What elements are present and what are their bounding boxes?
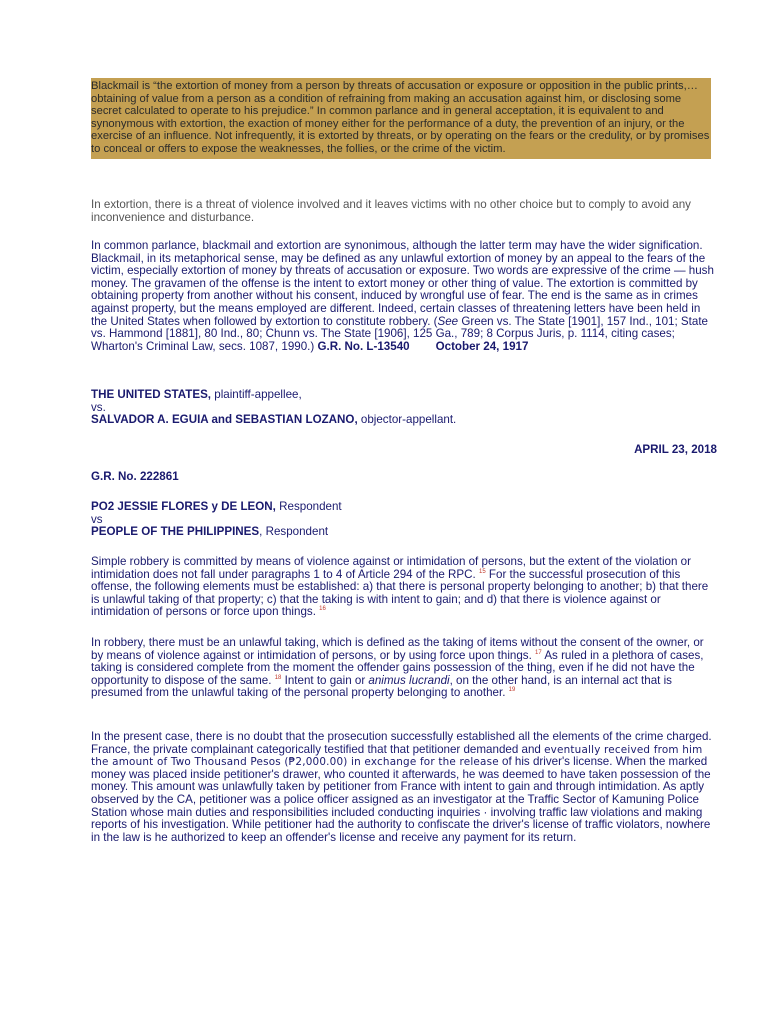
party-people: PEOPLE OF THE PHILIPPINES xyxy=(91,525,260,539)
present-text-amount: eventually received from him the amount of Two Thousand Pesos (₱2,000.00) in exchange for the release xyxy=(91,743,703,769)
taking-text-1: In robbery, there must be an unlawful taking, which is defined as the taking of items without the consent of the owner, or by means of violence against or intimidation of persons, or by using force upon things. xyxy=(91,636,704,662)
robbery-text-1: Simple robbery is committed by means of violence against or intimidation of persons, but the extent of the violation or intimidation does not fall under paragraphs 1 to 4 of Article 294 of the RPC. xyxy=(91,555,691,581)
case-caption-us-vs-eguia xyxy=(91,389,717,427)
taking-text-2: As ruled in a plethora of cases, taking is considered complete from the moment the offender gains possession of the thing, even if he did not have the opportunity to dispose of the same. xyxy=(91,648,704,687)
plaintiff-role: plaintiff-appellee, xyxy=(211,388,302,401)
footnote-15[interactable]: 15 xyxy=(479,568,486,575)
see-signal: See xyxy=(437,314,459,328)
animus-lucrandi-term: animus lucrandi xyxy=(368,673,450,687)
simple-robbery-paragraph xyxy=(91,556,717,619)
flores-role: Respondent xyxy=(275,500,342,513)
footnote-17[interactable]: 17 xyxy=(535,649,542,656)
versus-label: vs. xyxy=(91,400,106,414)
unlawful-taking-paragraph xyxy=(91,637,717,700)
gr-number: G.R. No. 222861 xyxy=(91,470,179,483)
versus-label-2: vs xyxy=(91,512,103,526)
robbery-text-2: For the successful prosecution of this offense, the following elements must be established: a) that there is personal property belonging to another; b) that there is unlawful taking of that property; c) that the taking is with intent to gain; and d) that there is violence against or intimidation of persons or force upon things. xyxy=(91,567,709,619)
present-text-3: of his driver's license. When the marked money was placed inside petitioner's drawer, who counted it afterwards, he was deemed to have taken possession of the money. This amount was unlawfully taken by petitioner from France with intent to gain and through intimidation. As aptly observed by the CA, petitioner was a police officer assigned as an investigator at the Traffic Sector of Kamuning Police Station whose main duties and responsibilities included conducting inquiries · involving traffic law violations and making reports of his investigation. While petitioner had the authority to confiscate the driver's license of traffic violators, nowhere in the law is he authorized to keep an offender's license and receive any payment for its return. xyxy=(91,755,711,844)
blackmail-definition-highlighted: Blackmail is “the extortion of money from a person by threats of accusation or exposure or opposition in the public prints,…obtaining of value from a person as a condition of refraining from making an accusation against him, or disclosing some secret calculated to operate to his prejudice.” In common parlance and in general acceptation, it is equivalent to and synonymous with extortion, the exaction of money either for the performance of a duty, the prevention of an injury, or the exercise of an influence. Not infrequently, it is extorted by threats, or by operating on the fears or the credulity, or by promises to conceal or offers to expose the weaknesses, the follies, or the crime of the victim. xyxy=(91,78,711,159)
taking-text-4: , on the other hand, is an internal act that is presumed from the unlawful taking of the personal property belonging to another. xyxy=(91,673,672,700)
footnote-18[interactable]: 18 xyxy=(274,674,282,681)
people-role: , Respondent xyxy=(259,525,329,539)
party-defendants: SALVADOR A. EGUIA and SEBASTIAN LOZANO, xyxy=(91,413,358,427)
parlance-citations: Green vs. The State [1901], 157 Ind., 101; State vs. Hammond [1881], 80 Ind., 80; Chunn vs. The State [1906], 125 Ga., 789; 8 Corpus Juris, p. 1114, citing cases; Wharton's Criminal Law, secs. 1087, 1990.) xyxy=(91,314,709,353)
present-text-1: In the present case, there is no doubt that the prosecution successfully established all the elements of the crime charged. France, the private complainant categorically testified that that petitioner demanded and xyxy=(91,730,712,756)
extortion-paragraph: In extortion, there is a threat of violence involved and it leaves victims with no other choice but to comply to avoid any inconvenience and disturbance. xyxy=(91,198,691,224)
decision-date: APRIL 23, 2018 xyxy=(634,443,717,456)
defendant-role: objector-appellant. xyxy=(357,413,457,427)
footnote-16[interactable]: 16 xyxy=(319,606,326,613)
parlance-text: In common parlance, blackmail and extortion are synonimous, although the latter term may have the wider signification. Blackmail, in its metaphorical sense, may be defined as any unlawful extortion of money by an appeal to the fears of the victim, especially extortion of money by threats of accusation or exposure. Two words are expressive of the crime — hush money. The gravamen of the offense is the intent to extort money or other thing of value. The extortion is committed by obtaining property from another without his consent, induced by wrongful use of fear. The end is the same as in crimes against property, but the means employed are different. Indeed, certain classes of threatening letters have been held in the United States when followed by extortion to constitute robbery. ( xyxy=(91,239,714,328)
party-plaintiff: THE UNITED STATES, xyxy=(91,388,212,401)
party-respondent-flores: PO2 JESSIE FLORES y DE LEON, xyxy=(91,500,276,513)
case-gr-number: G.R. No. L-13540 xyxy=(317,339,410,353)
footnote-19[interactable]: 19 xyxy=(508,687,516,694)
case-caption-flores xyxy=(91,501,717,539)
taking-text-3: Intent to gain or xyxy=(281,673,369,687)
case-date: October 24, 1917 xyxy=(435,339,529,353)
present-case-paragraph xyxy=(91,731,717,844)
parlance-paragraph xyxy=(91,240,717,353)
